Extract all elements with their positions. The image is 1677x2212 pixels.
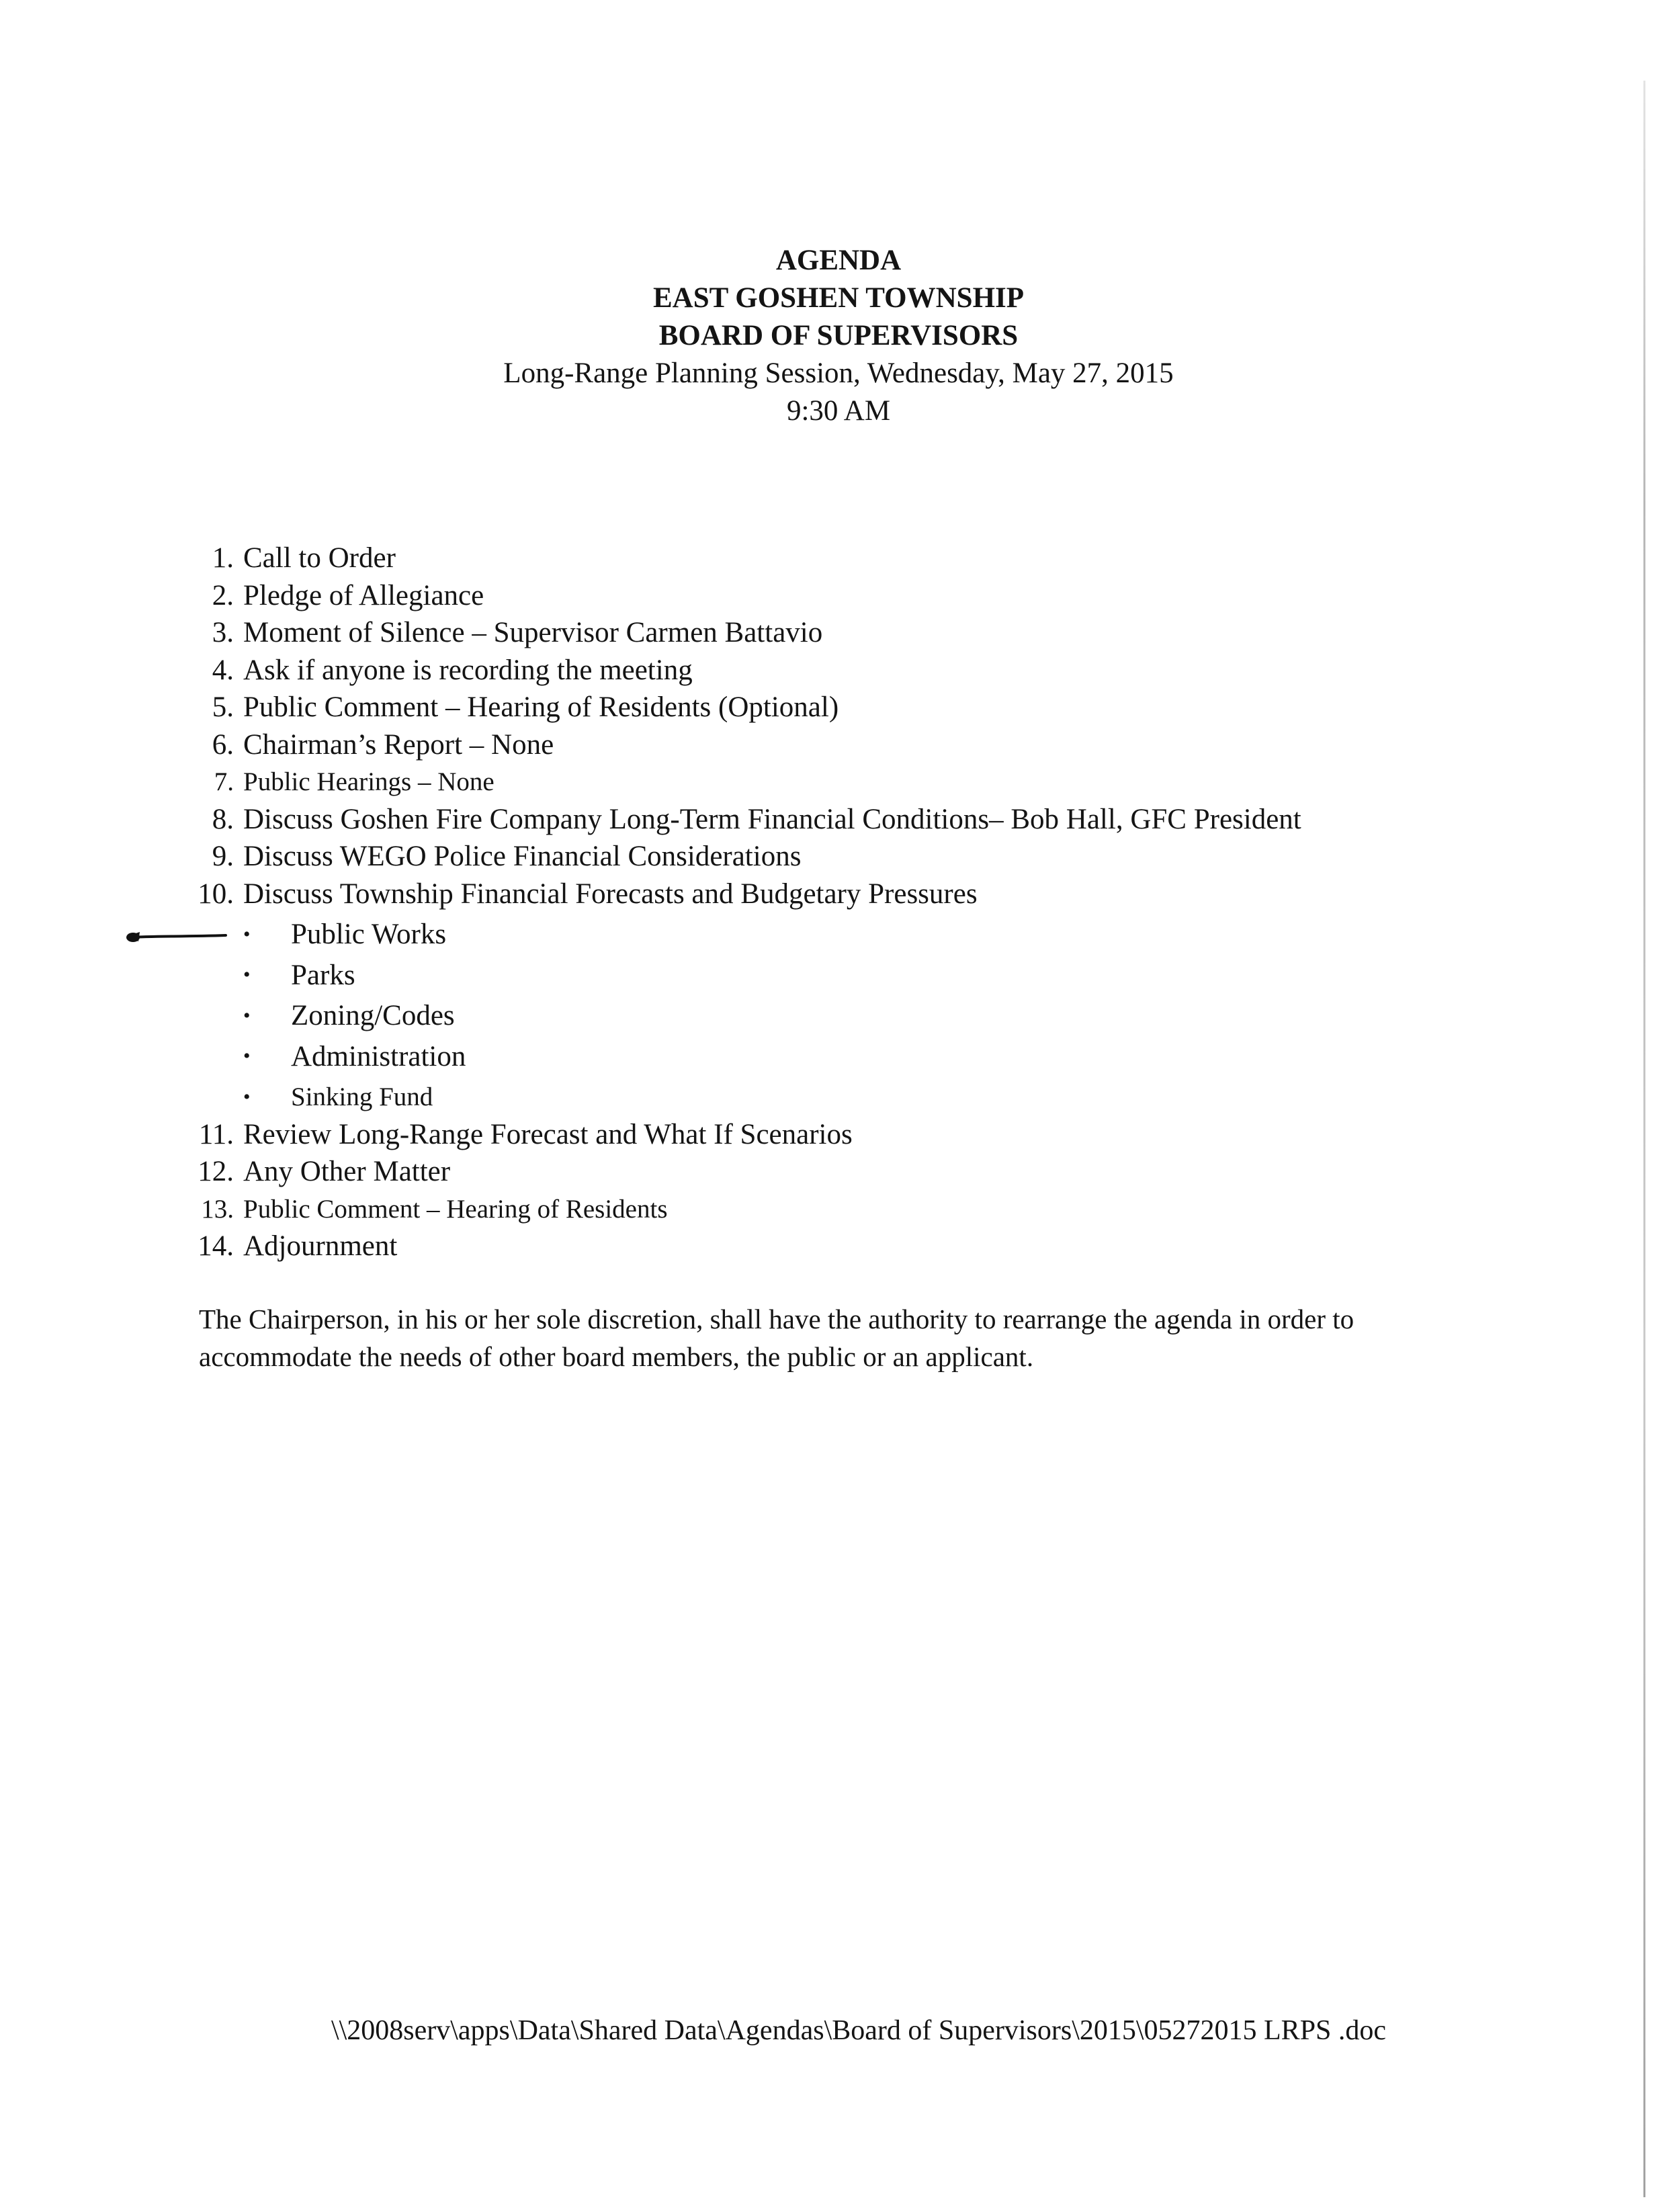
- document-file-path: \\2008serv\apps\Data\Shared Data\Agendas\Board of Supervisors\2015\05272015 LRPS .doc: [331, 2015, 1387, 2046]
- agenda-item: 6. Chairman’s Report – None: [212, 728, 554, 761]
- sub-item-zoning-codes: • Zoning/Codes: [189, 994, 1614, 1035]
- sub-item-sinking-fund: • Sinking Fund: [189, 1075, 1614, 1116]
- session-time: 9:30 AM: [786, 395, 891, 427]
- agenda-item: 2. Pledge of Allegiance: [212, 579, 484, 611]
- agenda-title: AGENDA: [775, 245, 902, 276]
- session-line: Long-Range Planning Session, Wednesday, May 27, 2015: [503, 357, 1174, 389]
- bullet-icon: •: [243, 1045, 251, 1068]
- agenda-item: 7. Public Hearings – None: [214, 767, 494, 796]
- board-name: BOARD OF SUPERVISORS: [658, 320, 1019, 351]
- agenda-item: 9. Discuss WEGO Police Financial Considerations: [212, 841, 802, 872]
- sub-item-list: [189, 912, 1614, 1116]
- bullet-icon: •: [243, 1004, 251, 1027]
- bullet-icon: •: [243, 964, 251, 986]
- agenda-item: 13. Public Comment – Hearing of Residents: [201, 1194, 668, 1224]
- agenda-header: [0, 242, 1677, 430]
- bullet-icon: •: [243, 1085, 251, 1108]
- agenda-item: 1. Call to Order: [212, 542, 396, 574]
- agenda-item: 11. Review Long-Range Forecast and What If Scenarios: [198, 1118, 853, 1150]
- closing-statement: The Chairperson, in his or her sole discretion, shall have the authority to rearrange the agenda in order to accommodate the needs of other board members, the public or an applicant.: [199, 1304, 1354, 1372]
- sub-item-parks: • Parks: [189, 953, 1614, 994]
- handwritten-arrow-icon: [125, 928, 232, 948]
- agenda-item: 4. Ask if anyone is recording the meeting: [212, 654, 693, 686]
- agenda-item: 5. Public Comment – Hearing of Residents (Optional): [212, 691, 839, 723]
- agenda-item: 8. Discuss Goshen Fire Company Long-Term Financial Conditions– Bob Hall, GFC President: [212, 803, 1301, 835]
- sub-item-administration: • Administration: [189, 1035, 1614, 1076]
- agenda-item: 14. Adjournment: [198, 1230, 398, 1262]
- bullet-icon: •: [243, 923, 251, 945]
- agenda-item: 3. Moment of Silence – Supervisor Carmen Battavio: [212, 617, 823, 648]
- organization-name: EAST GOSHEN TOWNSHIP: [652, 282, 1025, 314]
- agenda-list: [189, 540, 1614, 1265]
- agenda-item: 10. Discuss Township Financial Forecasts and Budgetary Pressures: [198, 878, 978, 910]
- sub-item-public-works: • Public Works: [189, 912, 1614, 953]
- agenda-item: 12. Any Other Matter: [198, 1156, 451, 1187]
